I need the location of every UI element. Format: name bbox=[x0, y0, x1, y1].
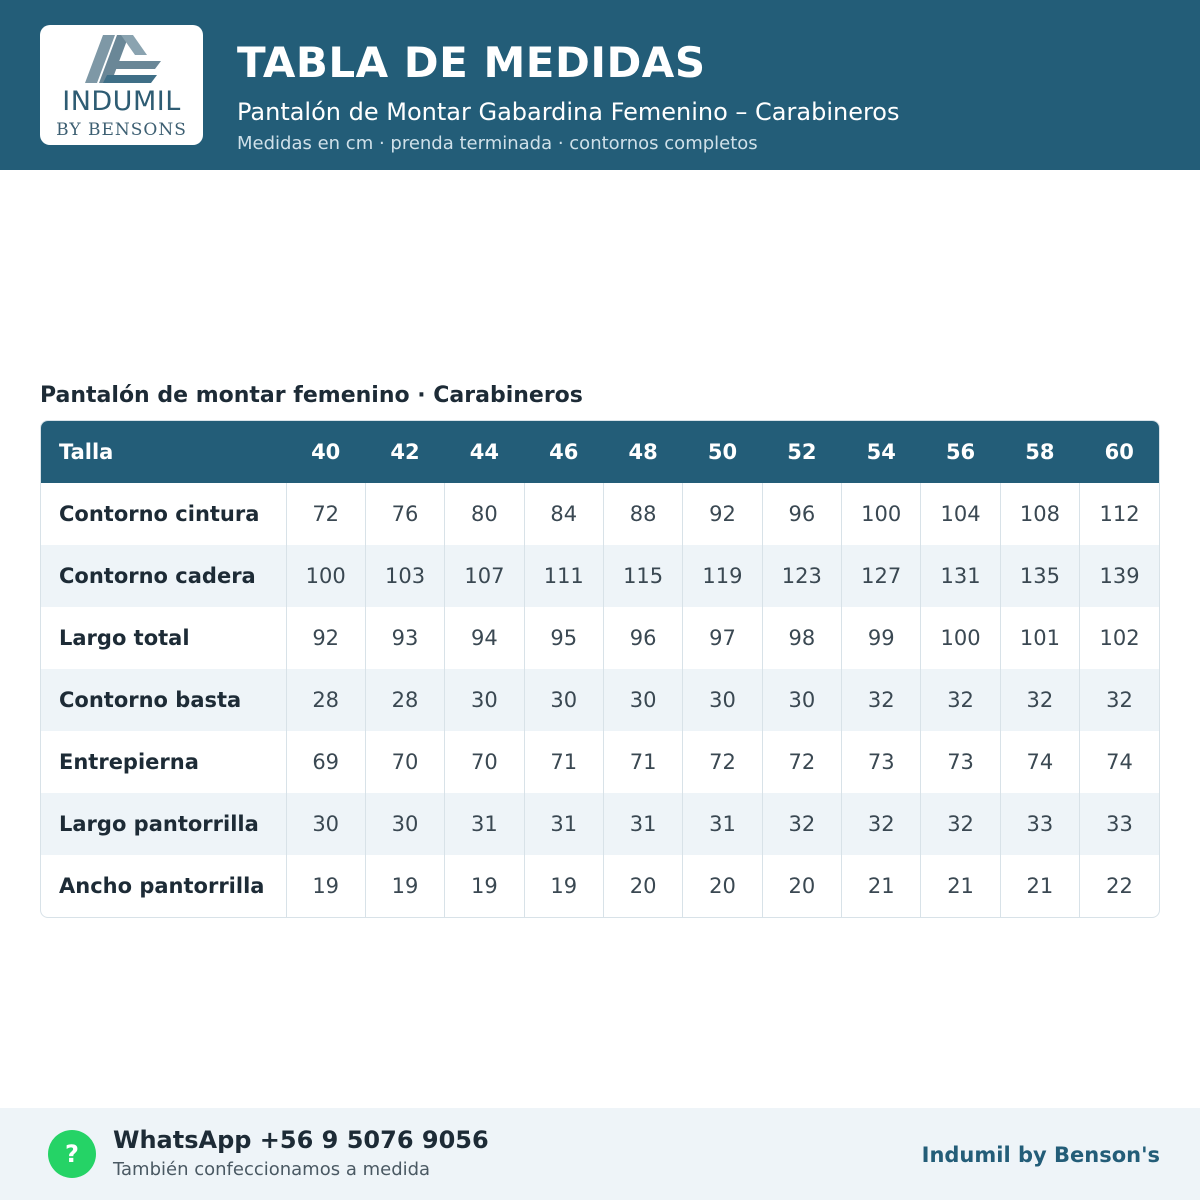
measurement-value: 70 bbox=[445, 731, 524, 793]
table-row bbox=[41, 545, 1159, 607]
measurement-value: 19 bbox=[445, 855, 524, 917]
size-header-cell: 46 bbox=[549, 440, 579, 464]
measurement-value: 92 bbox=[286, 607, 365, 669]
measurement-value: 135 bbox=[1000, 545, 1079, 607]
measurement-value: 21 bbox=[842, 855, 921, 917]
measurement-value: 32 bbox=[921, 793, 1000, 855]
measurement-value: 20 bbox=[683, 855, 762, 917]
size-header-cell: 44 bbox=[469, 440, 500, 464]
measurement-value: 31 bbox=[603, 793, 682, 855]
measurement-value: 99 bbox=[842, 607, 921, 669]
measurement-value: 107 bbox=[445, 545, 524, 607]
measurement-value: 19 bbox=[365, 855, 444, 917]
measurement-value: 33 bbox=[1080, 793, 1159, 855]
measurement-value: 100 bbox=[921, 607, 1000, 669]
measurement-value: 88 bbox=[603, 483, 682, 545]
measurement-value: 74 bbox=[1080, 731, 1159, 793]
table-row bbox=[41, 731, 1159, 793]
question-mark-icon: ? bbox=[48, 1130, 96, 1178]
size-table bbox=[40, 420, 1160, 918]
units-note: Medidas en cm · prenda terminada · contornos completos bbox=[237, 133, 758, 154]
measurement-value: 32 bbox=[842, 669, 921, 731]
table-title: Pantalón de montar femenino · Carabineros bbox=[40, 383, 583, 408]
measurement-value: 21 bbox=[921, 855, 1000, 917]
measurement-value: 108 bbox=[1000, 483, 1079, 545]
size-header-cell: 42 bbox=[390, 440, 420, 464]
measurement-value: 96 bbox=[603, 607, 682, 669]
size-header-cell: 40 bbox=[311, 440, 341, 464]
measurement-value: 94 bbox=[445, 607, 524, 669]
measurement-label: Entrepierna bbox=[59, 750, 199, 774]
measurement-value: 71 bbox=[524, 731, 603, 793]
measurement-value: 102 bbox=[1080, 607, 1159, 669]
measurement-label: Contorno basta bbox=[59, 688, 242, 712]
measurement-value: 100 bbox=[286, 545, 365, 607]
table-row bbox=[41, 669, 1159, 731]
measurement-value: 32 bbox=[921, 669, 1000, 731]
measurement-value: 30 bbox=[524, 669, 603, 731]
measurement-value: 30 bbox=[683, 669, 762, 731]
logo-mark-icon bbox=[81, 31, 163, 89]
table-row bbox=[41, 855, 1159, 917]
header-label: Talla bbox=[59, 440, 114, 464]
measurement-value: 31 bbox=[524, 793, 603, 855]
page-title: TABLA DE MEDIDAS bbox=[237, 38, 706, 87]
measurement-value: 28 bbox=[365, 669, 444, 731]
size-header-cell: 58 bbox=[1025, 440, 1055, 464]
measurement-value: 93 bbox=[365, 607, 444, 669]
measurement-value: 71 bbox=[603, 731, 682, 793]
measurement-value: 20 bbox=[603, 855, 682, 917]
measurement-value: 123 bbox=[762, 545, 841, 607]
table-row bbox=[41, 607, 1159, 669]
brand-name: Indumil by Benson's bbox=[921, 1143, 1160, 1167]
logo-tagline: BY BENSONS bbox=[56, 120, 187, 140]
measurement-value: 32 bbox=[1000, 669, 1079, 731]
measurement-label: Largo pantorrilla bbox=[59, 812, 259, 836]
measurement-value: 111 bbox=[524, 545, 603, 607]
page-subtitle: Pantalón de Montar Gabardina Femenino – Carabineros bbox=[237, 98, 900, 126]
measurement-value: 139 bbox=[1080, 545, 1159, 607]
custom-tailoring-note: También confeccionamos a medida bbox=[113, 1159, 431, 1180]
table-body bbox=[41, 483, 1159, 917]
page-header bbox=[0, 0, 1200, 170]
measurement-value: 92 bbox=[683, 483, 762, 545]
measurement-value: 30 bbox=[762, 669, 841, 731]
measurement-value: 30 bbox=[365, 793, 444, 855]
measurement-value: 72 bbox=[762, 731, 841, 793]
measurement-value: 95 bbox=[524, 607, 603, 669]
measurement-value: 103 bbox=[365, 545, 444, 607]
measurement-value: 69 bbox=[286, 731, 365, 793]
indumil-logo bbox=[40, 25, 203, 145]
measurement-value: 30 bbox=[445, 669, 524, 731]
measurement-value: 19 bbox=[524, 855, 603, 917]
measurement-value: 33 bbox=[1000, 793, 1079, 855]
size-header-cell: 56 bbox=[945, 440, 976, 464]
measurement-value: 127 bbox=[842, 545, 921, 607]
measurement-value: 19 bbox=[286, 855, 365, 917]
measurement-value: 28 bbox=[286, 669, 365, 731]
measurement-value: 131 bbox=[921, 545, 1000, 607]
size-header-cell: 52 bbox=[787, 440, 817, 464]
size-header-row bbox=[41, 421, 1159, 483]
measurement-value: 74 bbox=[1000, 731, 1079, 793]
measurement-value: 32 bbox=[1080, 669, 1159, 731]
measurement-label: Largo total bbox=[59, 626, 190, 650]
measurement-value: 21 bbox=[1000, 855, 1079, 917]
measurement-value: 32 bbox=[762, 793, 841, 855]
measurement-value: 104 bbox=[921, 483, 1000, 545]
measurement-value: 101 bbox=[1000, 607, 1079, 669]
measurement-value: 70 bbox=[365, 731, 444, 793]
size-header-cell: 60 bbox=[1104, 440, 1134, 464]
measurement-value: 97 bbox=[683, 607, 762, 669]
table-row bbox=[41, 793, 1159, 855]
measurement-value: 98 bbox=[762, 607, 841, 669]
measurement-value: 100 bbox=[842, 483, 921, 545]
measurement-value: 20 bbox=[762, 855, 841, 917]
measurement-value: 30 bbox=[286, 793, 365, 855]
size-header-cell: 54 bbox=[866, 440, 896, 464]
measurement-value: 96 bbox=[762, 483, 841, 545]
measurement-value: 30 bbox=[603, 669, 682, 731]
measurement-value: 31 bbox=[445, 793, 524, 855]
size-header-cell: 48 bbox=[628, 440, 658, 464]
measurement-value: 115 bbox=[603, 545, 682, 607]
measurement-value: 73 bbox=[921, 731, 1000, 793]
measurement-value: 22 bbox=[1080, 855, 1159, 917]
measurement-value: 76 bbox=[365, 483, 444, 545]
page-footer bbox=[0, 1108, 1200, 1200]
measurement-value: 72 bbox=[683, 731, 762, 793]
measurement-value: 80 bbox=[445, 483, 524, 545]
measurement-value: 119 bbox=[683, 545, 762, 607]
measurement-value: 112 bbox=[1080, 483, 1159, 545]
measurement-label: Contorno cadera bbox=[59, 564, 256, 588]
measurement-value: 32 bbox=[842, 793, 921, 855]
whatsapp-contact: WhatsApp +56 9 5076 9056 bbox=[113, 1126, 489, 1154]
measurement-label: Ancho pantorrilla bbox=[59, 874, 265, 898]
measurement-label: Contorno cintura bbox=[59, 502, 260, 526]
measurement-value: 31 bbox=[683, 793, 762, 855]
logo-name: INDUMIL bbox=[62, 86, 181, 117]
measurement-value: 72 bbox=[286, 483, 365, 545]
measurement-value: 73 bbox=[842, 731, 921, 793]
measurement-value: 84 bbox=[524, 483, 603, 545]
size-header-cell: 50 bbox=[707, 440, 738, 464]
table-row bbox=[41, 483, 1159, 545]
